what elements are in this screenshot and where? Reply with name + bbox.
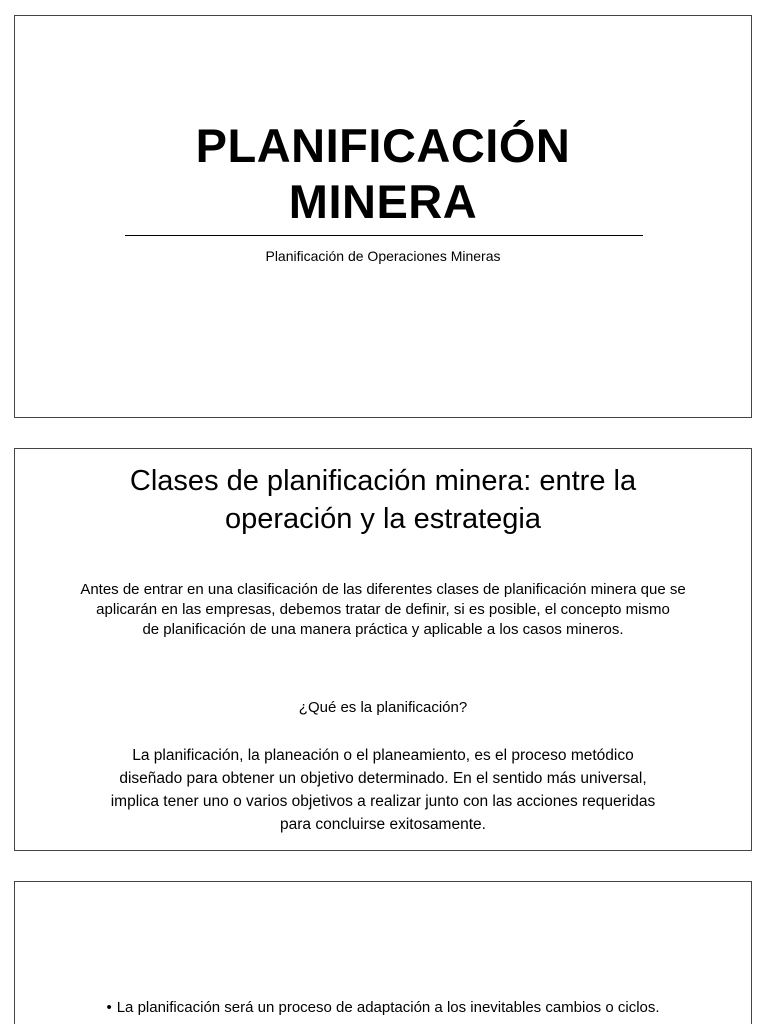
intro-line-3: de planificación de una manera práctica y aplicable a los casos mineros. [142,621,624,638]
definition-line-3: implica tener uno o varios objetivos a realizar junto con las acciones requeridas [110,793,656,810]
title-line-2: MINERA [288,175,478,228]
slide-clases-planificacion [14,448,752,851]
bullet-item [15,998,751,1018]
title-line-1: PLANIFICACIÓN [195,119,571,172]
presentation-subtitle: Planificación de Operaciones Mineras [265,248,501,264]
slide-heading-line-1: Clases de planificación minera: entre la [129,465,637,497]
question-heading: ¿Qué es la planificación? [298,699,468,716]
slide-title [14,15,752,418]
definition-line-4: para concluirse exitosamente. [280,816,486,833]
bullet-text: La planificación será un proceso de adaptación a los inevitables cambios o ciclos. [116,999,660,1016]
slide-bullets [14,881,752,1024]
definition-line-1: La planificación, la planeación o el planeamiento, es el proceso metódico [132,747,634,764]
slide-heading-line-2: operación y la estrategia [225,503,541,535]
bullet-icon: • [106,999,112,1016]
definition-line-2: diseñado para obtener un objetivo determinado. En el sentido más universal, [119,770,647,787]
intro-paragraph [45,580,721,640]
presentation-title [15,118,751,230]
intro-line-2: aplicarán en las empresas, debemos tratar de definir, si es posible, el concepto mismo [96,601,670,618]
title-divider [125,235,643,236]
intro-line-1: Antes de entrar en una clasificación de las diferentes clases de planificación minera que se [80,581,686,598]
definition-paragraph [55,744,711,836]
slide-heading [35,462,731,538]
